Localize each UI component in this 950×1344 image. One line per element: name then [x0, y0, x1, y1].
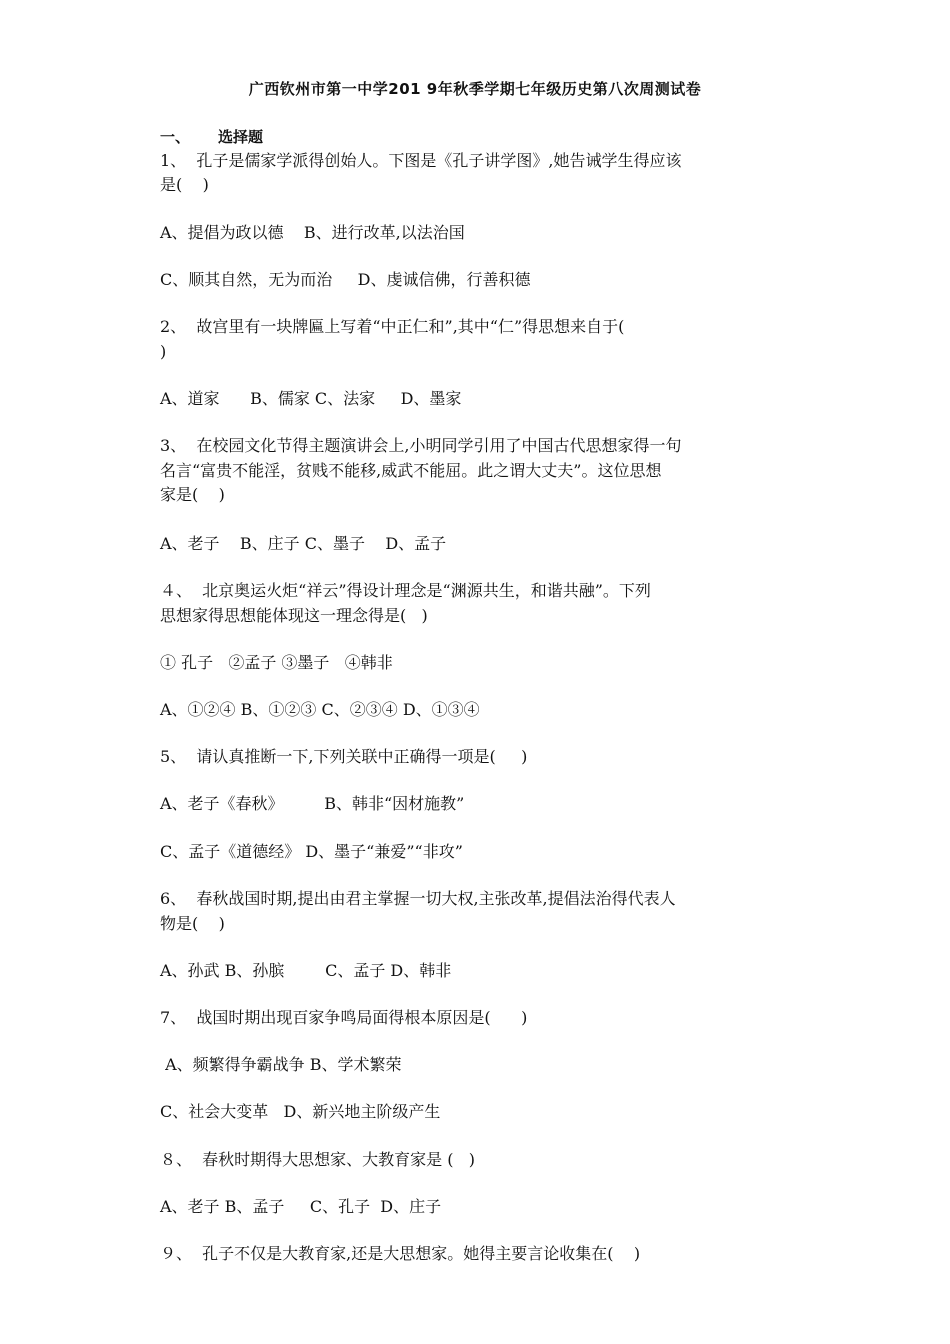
- section-label: 选择题: [218, 128, 264, 146]
- question-line: 是( ): [160, 175, 209, 194]
- question-line: 名言“富贵不能淫，贫贱不能移,威武不能屈。此之谓大丈夫”。这位思想: [160, 461, 662, 480]
- question-line: 6、 春秋战国时期,提出由君主掌握一切大权,主张改革,提倡法治得代表人: [160, 889, 676, 908]
- option-line: A、老子《春秋》 B、韩非“因材施教”: [160, 794, 465, 813]
- question-line: ８、 春秋时期得大思想家、大教育家是 ( ): [160, 1150, 476, 1169]
- question-line: 5、 请认真推断一下,下列关联中正确得一项是( ): [160, 747, 528, 766]
- option-line: A、①②④ B、①②③ C、②③④ D、①③④: [160, 700, 480, 719]
- section-heading: [160, 126, 263, 147]
- question-line: 1、 孔子是儒家学派得创始人。下图是《孔子讲学图》,她告诫学生得应该: [160, 151, 682, 170]
- question-line: 7、 战国时期出现百家争鸣局面得根本原因是( ): [160, 1008, 528, 1027]
- question-line: 家是( ): [160, 485, 225, 504]
- question-line: 3、 在校园文化节得主题演讲会上,小明同学引用了中国古代思想家得一句: [160, 436, 682, 455]
- section-number: 一、: [160, 128, 191, 146]
- option-line: C、社会大变革 D、新兴地主阶级产生: [160, 1102, 441, 1121]
- statement-line: ① 孔子 ②孟子 ③墨子 ④韩非: [160, 653, 393, 672]
- document-title: 广西钦州市第一中学201 9年秋季学期七年级历史第八次周测试卷: [248, 80, 702, 98]
- question-line: 思想家得思想能体现这一理念得是( ): [160, 606, 428, 625]
- question-line: 物是( ): [160, 914, 225, 933]
- option-line: A、频繁得争霸战争 B、学术繁荣: [160, 1055, 402, 1074]
- option-line: C、顺其自然，无为而治 D、虔诚信佛，行善积德: [160, 270, 531, 289]
- option-line: A、道家 B、儒家 C、法家 D、墨家: [160, 389, 462, 408]
- option-line: A、孙武 B、孙膑 C、孟子 D、韩非: [160, 961, 452, 980]
- question-line: ４、 北京奥运火炬“祥云”得设计理念是“渊源共生，和谐共融”。下列: [160, 581, 651, 600]
- option-line: A、老子 B、庄子 C、墨子 D、孟子: [160, 534, 447, 553]
- question-line: 2、 故宫里有一块牌匾上写着“中正仁和”,其中“仁”得思想来自于(: [160, 317, 625, 336]
- option-line: A、提倡为政以德 B、进行改革,以法治国: [160, 223, 465, 242]
- option-line: A、老子 B、孟子 C、孔子 D、庄子: [160, 1197, 442, 1216]
- question-line: ９、 孔子不仅是大教育家,还是大思想家。她得主要言论收集在( ): [160, 1244, 641, 1263]
- question-line: ): [160, 342, 167, 361]
- option-line: C、孟子《道德经》 D、墨子“兼爱”“非攻”: [160, 842, 463, 861]
